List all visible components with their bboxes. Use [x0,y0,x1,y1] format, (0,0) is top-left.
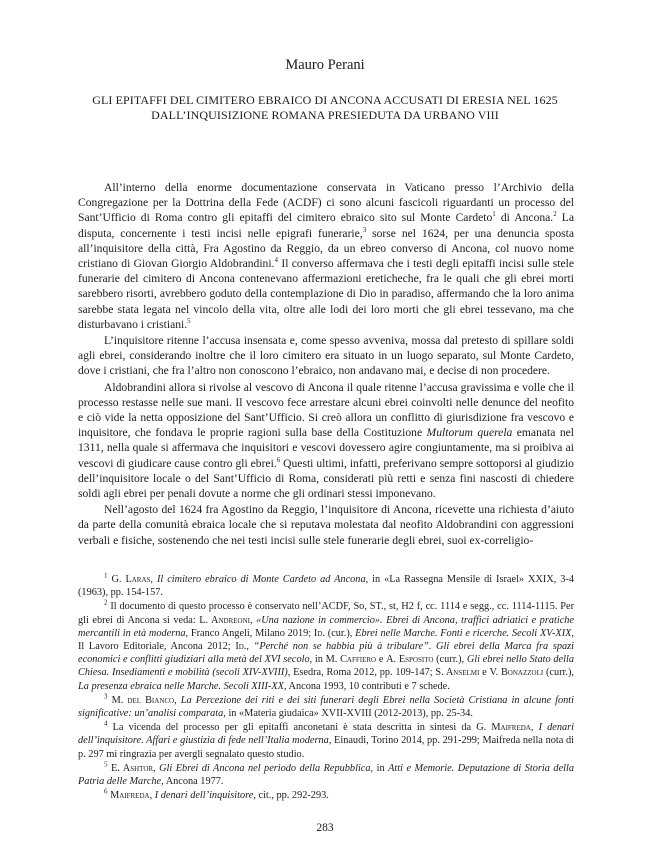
footnote-title: “Perché non se habbia più à tribulare”. Gli ebrei della Marca fra spazi economici e conflitti giudiziari alla metà del XVI secolo [78,641,574,666]
footnote-text: , Ancona 1977. [161,776,224,788]
footnote-author: E. Ashtor [111,762,154,774]
footnote-number: 4 [104,719,108,728]
footnote-text: e [479,667,490,679]
footnote-text: Il documento di questo processo è conservato nell’ACDF, So, ST., st, H2 f, cc. 1114 e segg., cc. 1114-1115. Per gli ebrei di Ancona si veda: [78,601,574,626]
title-line-1: GLI EPITAFFI DEL CIMITERO EBRAICO DI ANCONA ACCUSATI DI ERESIA NEL 1625 [92,93,558,107]
footnote-4 [78,721,574,761]
footnote-6: $^6$ Maifreda, I denari dell’inquisitore, cit., pp. 292-293. [104,787,329,802]
p3-text-a: Aldobrandini allora si rivolse al vescovo di Ancona il quale ritenne l’accusa gravissima e volle che il processo restasse nelle sue mani. Il vescovo fece arrestare alcuni ebrei coinvolti nelle denunce del neofito e ciò vide la netta opposizione del Sant’Ufficio. Si creò allora un conflitto di giurisdizione fra vescovo e inquisitore, che fondava le proprie ragioni sulla base della Costituzione [78,380,574,440]
footnote-text: , in [309,654,326,666]
footnote-text: , Il Lavoro Editoriale, Ancona 2012; [78,627,574,653]
p1-text-c: La disputa, concernente i testi incisi nelle epigrafi funerarie, [78,211,574,240]
footnote-author: G. Laras [111,574,151,585]
footnote-text: La vicenda del processo per gli epitaffi anconetani è stata descritta in sintesi da [107,722,477,734]
footnote-ref-3[interactable]: 3 [362,225,367,234]
footnote-text: , Einaudi, Torino 2014, pp. 291-299; Maifreda nella nota di p. 297 mi ringrazia per avergli segnalato questo studio. [78,735,574,760]
footnote-author: V. Bonazzoli [489,667,544,679]
footnote-ref-5[interactable]: 5 [187,316,191,325]
footnote-author: M. del Bianco [111,694,175,706]
p3-italic-title: Multorum querela [426,426,513,440]
footnote-text: , [246,641,254,653]
footnote-3: $^3$ M. del Bianco, La Percezione dei riti e dei siti funerari degli Ebrei nella Società Cristiana in alcune fonti significative: un’analisi comparata, in «Materia giudaica» XVII-XVIII (2012-2013), pp. 25-34. [78,692,574,720]
footnote-author: A. Esposito [386,654,434,666]
footnote-text: (cur.), [324,627,356,639]
footnote-title: «Una nazione in commercio». Ebrei di Ancona, traffici adriatici e pratiche mercantili in età moderna [78,614,574,639]
footnote-number: 2 [104,598,108,607]
footnote-text: , cit., pp. 292-293. [253,790,329,802]
footnote-title: I denari dell’inquisitore. Affari e giustizia di fede nell’Italia moderna [78,722,575,747]
footnote-ref-2[interactable]: 2 [553,210,557,219]
footnote-title: Gli Ebrei di Ancona nel periodo della Repubblica [159,762,371,774]
footnote-author: Id. [313,627,325,639]
footnote-text: (curr.), [543,667,574,679]
paragraph-4: Nell’agosto del 1624 fra Agostino da Reggio, l’inquisitore di Ancona, ricevette una richiesta d’aiuto da parte della comunità ebraica locale che si reputava molestata dal neofito Aldobrandini con aggressioni verbali e fisiche, sostenendo che nei testi incisi sulle stele funerarie degli ebrei, suoi ex-correligio- [78,503,574,547]
footnote-2 [78,600,574,692]
footnote-ref-6[interactable]: 6 [276,455,281,464]
footnote-text: , in «Materia giudaica» XVII-XVIII (2012-2013), pp. 25-34. [223,708,473,720]
footnote-title: La Percezione dei riti e dei siti funerari degli Ebrei nella Società Cristiana in alcune fonti significative: un’analisi comparata [78,694,574,720]
footnote-author: S. Anselmi [435,667,480,679]
page-number: 283 [316,822,334,834]
footnote-text: , [249,614,257,626]
paragraph-2: L’inquisitore ritenne l’accusa insensata e, come spesso avveniva, mossa dal pretesto di spillare soldi agli ebrei, considerando inoltre che il loro cimitero era situato in un luogo separato, sul Monte Cardeto, dove i cristiani, che fra l’altro non conoscono l’ebraico, non andavano mai, e decise di non procedere. [78,334,574,378]
footnote-number: 6 [104,787,108,796]
p1-text-d: sorse nel 1624, per una denuncia sposta all’inquisitore della città, Fra Agostino da Reggio, da un ebreo converso di Ancona, col nuovo nome cristiano di Giovan Giorgio Aldobrandini. [78,226,574,271]
body-text [78,180,574,548]
footnote-text: e [376,654,387,666]
footnote-1: $^1$ G. Laras, Il cimitero ebraico di Monte Cardeto ad Ancona, in «La Rassegna Mensile di Israel» XXIX, 3-4 (1963), pp. 154-157. [78,571,575,599]
title-line-2: DALL’INQUISIZIONE ROMANA PRESIEDUTA DA URBANO VIII [151,108,499,122]
paragraph-3 [78,380,574,502]
footnote-ref-4[interactable]: 4 [274,256,278,265]
footnote-title: Atti e Memorie. Deputazione di Storia della Patria delle Marche [78,762,575,788]
footnote-title: La presenza ebraica nelle Marche. Secoli XIII-XX [78,680,284,692]
footnote-author: M. Caffiero [325,654,377,666]
footnote-author: G. Maifreda [476,722,531,734]
footnote-ref-1[interactable]: 1 [492,210,496,219]
footnote-author: L. Andreoni [199,614,250,626]
footnote-text: , [530,722,539,734]
footnote-title: Il cimitero ebraico di Monte Cardeto ad Ancona [156,574,366,585]
footnotes [78,573,574,802]
footnote-title: Gli ebrei nello Stato della Chiesa. Insediamenti e mobilità (secoli XIV-XVIII) [78,654,574,679]
p3-text-c: Questi ultimi, infatti, preferivano sempre sottoporsi al giudizio dell’inquisitore locale o del Sant’Ufficio di Roma, considerati più retti e senza fini nascosti di chiedere soldi agli ebrei per penali dovute a norme che gli ordinari stessi imponevano. [78,456,574,501]
p1-text-e: Il converso affermava che i testi degli epitaffi incisi sulle stele funerarie del cimitero di Ancona contenevano affermazioni ereticheche, fra le quali che gli ebrei morti sarebbero risorti, avrebbero goduto della contemplazione di Dio in paradiso, affermando che la loro anima sarebbe stata legata nel vincolo della vita, oltre alle lodi dei loro morti che gli ebrei tessevano, ma che disturbavano i cristiani. [78,257,574,331]
p1-text-a: All’interno della enorme documentazione conservata in Vaticano presso l’Archivio della Congregazione per la Dottrina della Fede (ACDF) ci sono alcuni fascicoli riguardanti un processo del Sant’Ufficio di Roma contro gli epitaffi del cimitero ebraico sito sul Monte Cardeto [78,181,574,225]
footnote-title: I denari dell’inquisitore [154,790,254,802]
footnote-number: 5 [104,760,108,769]
footnote-number: 3 [104,692,108,701]
footnote-text: , Esedra, Roma 2012, pp. 109-147; [287,667,436,679]
paragraph-1 [78,180,574,332]
footnote-text: , Ancona 1993, 10 contributi e 7 schede. [283,680,450,692]
article-title [60,93,590,123]
footnote-author: Maifreda [110,790,150,802]
footnote-author: Id. [235,641,247,653]
footnote-text: , in «La Rassegna Mensile di Israel» XXIX, 3-4 (1963), pp. 154-157. [78,574,575,599]
author-name: Mauro Perani [285,57,365,73]
p3-text-b: emanata nel 1311, nella quale si affermava che inquisitori e vescovi dovessero agire congiuntamente, ma si proibiva ai vescovi di giudicare cause contro gli ebrei. [78,426,574,470]
footnote-text: , Franco Angeli, Milano 2019; [185,627,314,639]
footnote-number: 1 [104,571,108,580]
footnote-text: (curr.), [433,654,467,666]
footnote-text: , in [370,762,389,774]
footnote-5: $^5$ E. Ashtor, Gli Ebrei di Ancona nel periodo della Repubblica, in Atti e Memorie. Deputazione di Storia della Patria delle Marche, Ancona 1977. [78,760,575,788]
p1-text-b: di Ancona. [495,211,554,225]
footnote-title: Ebrei nelle Marche. Fonti e ricerche. Secoli XV-XIX [355,627,572,639]
